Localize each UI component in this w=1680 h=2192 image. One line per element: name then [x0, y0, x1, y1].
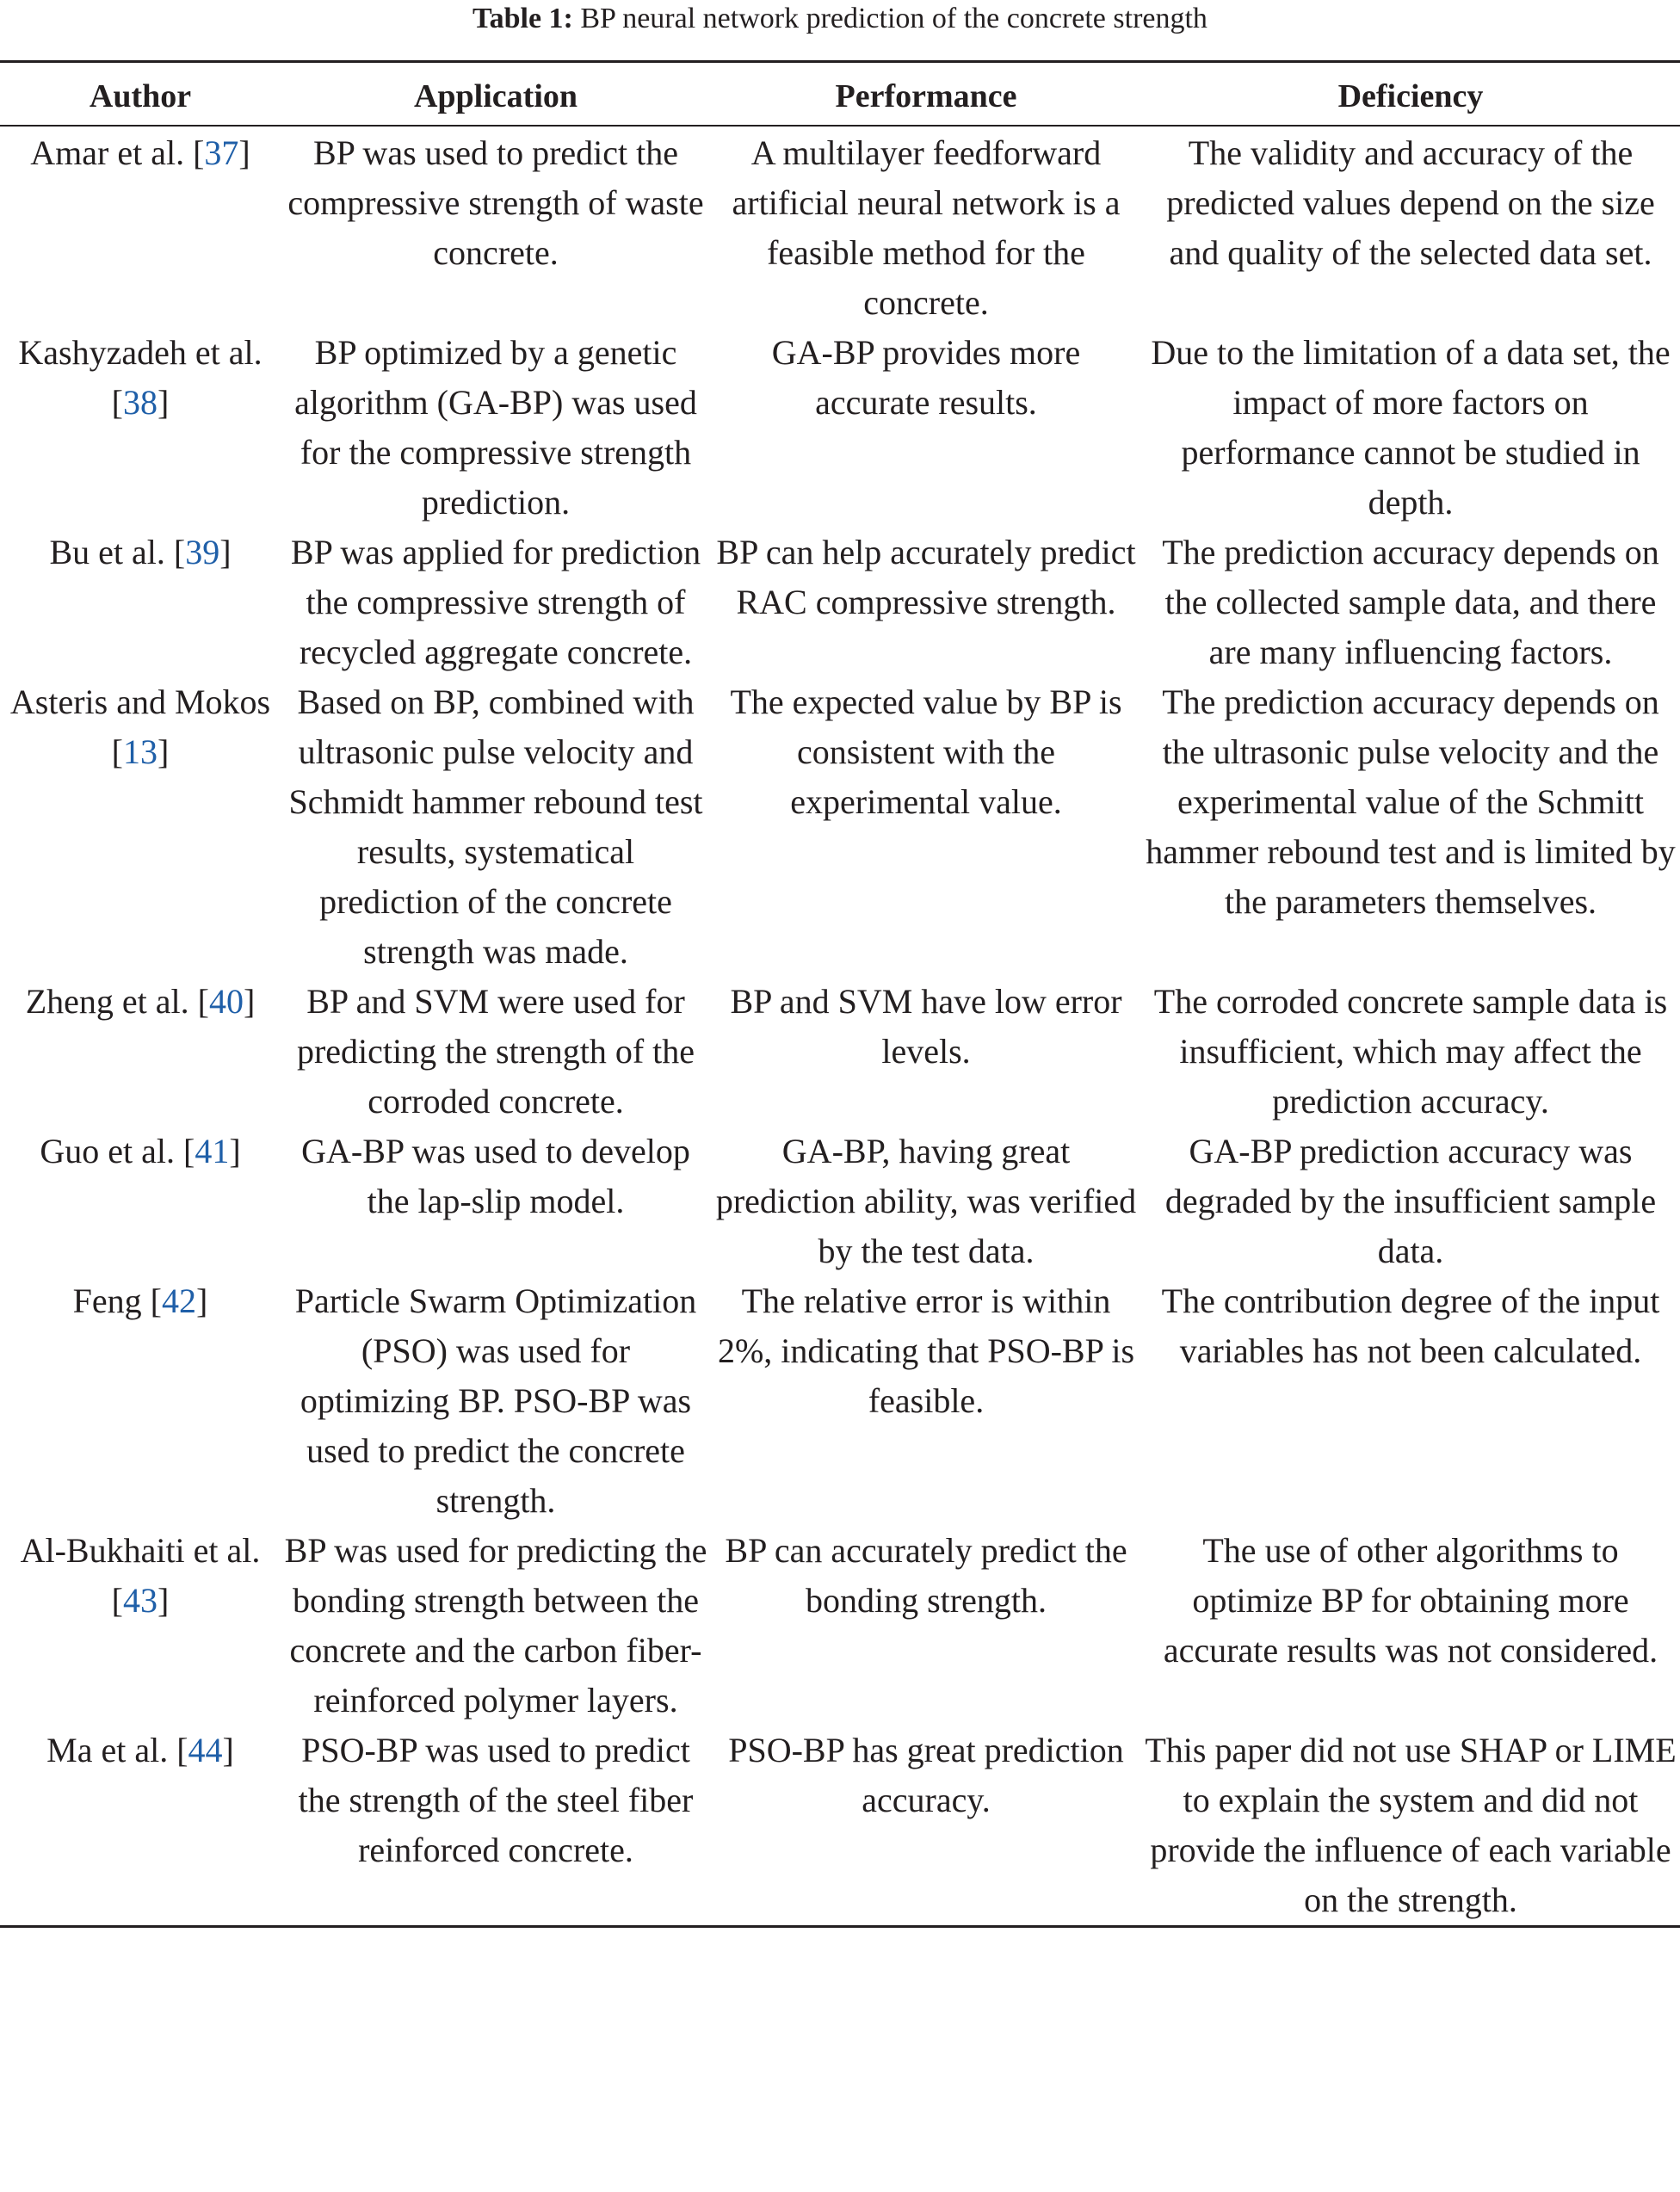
- header-row: [0, 63, 1680, 126]
- performance-cell: GA-BP provides more accurate results.: [771, 333, 1081, 422]
- table-row: [0, 1726, 1680, 1925]
- table-row: [0, 528, 1680, 677]
- table-row: [0, 1276, 1680, 1526]
- table-row: [0, 1526, 1680, 1726]
- deficiency-cell: The contribution degree of the input variables has not been calculated.: [1161, 1281, 1660, 1370]
- deficiency-cell: The prediction accuracy depends on the ultrasonic pulse velocity and the experimental value of the Schmitt hammer rebound test and is limited by the parameters themselves.: [1146, 682, 1676, 921]
- reference-link[interactable]: 42: [162, 1281, 196, 1320]
- deficiency-cell: GA-BP prediction accuracy was degraded by the insufficient sample data.: [1164, 1132, 1657, 1270]
- performance-cell: A multilayer feedforward artificial neural network is a feasible method for the concrete.: [732, 133, 1121, 322]
- caption-text: BP neural network prediction of the concrete strength: [572, 3, 1208, 34]
- reference-link[interactable]: 43: [123, 1581, 158, 1620]
- table-row: [0, 126, 1680, 328]
- author-cell: Guo et al. [41]: [40, 1132, 241, 1170]
- reference-link[interactable]: 41: [195, 1132, 230, 1170]
- reference-link[interactable]: 44: [188, 1731, 223, 1769]
- application-cell: PSO-BP was used to predict the strength of the steel fiber reinforced concrete.: [298, 1731, 694, 1869]
- application-cell: BP was applied for prediction the compressive strength of recycled aggregate concrete.: [290, 533, 701, 671]
- table-row: [0, 677, 1680, 977]
- reference-link[interactable]: 37: [204, 133, 239, 172]
- performance-cell: GA-BP, having great prediction ability, was verified by the test data.: [715, 1132, 1137, 1270]
- author-name: Kashyzadeh et al.: [18, 333, 262, 372]
- deficiency-cell: The corroded concrete sample data is insufficient, which may affect the prediction accuracy.: [1153, 982, 1668, 1121]
- author-name: Amar et al.: [30, 133, 185, 172]
- table-body: [0, 126, 1680, 1925]
- reference-link[interactable]: 40: [208, 982, 244, 1021]
- performance-cell: BP can accurately predict the bonding strength.: [725, 1531, 1127, 1620]
- application-cell: Based on BP, combined with ultrasonic pulse velocity and Schmidt hammer rebound test results, systematical prediction of the concrete strength was made.: [288, 682, 703, 971]
- header-application: Application: [281, 63, 711, 126]
- table-row: [0, 328, 1680, 528]
- application-cell: BP optimized by a genetic algorithm (GA-BP) was used for the compressive strength prediction.: [294, 333, 697, 522]
- author-cell: Amar et al. [37]: [30, 133, 250, 172]
- reference-link[interactable]: 13: [123, 732, 158, 771]
- performance-cell: PSO-BP has great prediction accuracy.: [728, 1731, 1124, 1819]
- author-name: Al-Bukhaiti et al.: [20, 1531, 261, 1570]
- author-cell: Feng [42]: [72, 1281, 208, 1320]
- performance-cell: The relative error is within 2%, indicating that PSO-BP is feasible.: [717, 1281, 1135, 1420]
- deficiency-cell: The validity and accuracy of the predicted values depend on the size and quality of the selected data set.: [1166, 133, 1655, 272]
- performance-cell: BP and SVM have low error levels.: [730, 982, 1122, 1071]
- table-row: [0, 977, 1680, 1127]
- application-cell: BP and SVM were used for predicting the strength of the corroded concrete.: [296, 982, 695, 1121]
- header-deficiency: Deficiency: [1141, 63, 1680, 126]
- author-cell: Asteris and Mokos [13]: [9, 682, 271, 771]
- application-cell: GA-BP was used to develop the lap-slip model.: [301, 1132, 690, 1220]
- author-cell: Bu et al. [39]: [49, 533, 232, 571]
- application-cell: Particle Swarm Optimization (PSO) was used for optimizing BP. PSO-BP was used to predict the concrete strength.: [294, 1281, 697, 1520]
- performance-cell: The expected value by BP is consistent with the experimental value.: [730, 682, 1122, 821]
- author-name: Guo et al.: [40, 1132, 175, 1170]
- performance-cell: BP can help accurately predict RAC compressive strength.: [716, 533, 1136, 621]
- author-name: Zheng et al.: [25, 982, 189, 1021]
- reference-link[interactable]: 38: [123, 383, 158, 422]
- reference-link[interactable]: 39: [185, 533, 220, 571]
- deficiency-cell: This paper did not use SHAP or LIME to explain the system and did not provide the influence of each variable on the strength.: [1145, 1731, 1677, 1919]
- application-cell: BP was used to predict the compressive strength of waste concrete.: [287, 133, 704, 272]
- author-name: Asteris and Mokos: [9, 682, 271, 721]
- author-cell: Kashyzadeh et al. [38]: [18, 333, 262, 422]
- header-performance: Performance: [711, 63, 1141, 126]
- application-cell: BP was used for predicting the bonding strength between the concrete and the carbon fiber-reinforced polymer layers.: [284, 1531, 707, 1720]
- table-row: [0, 1127, 1680, 1276]
- bp-prediction-table: [0, 63, 1680, 1925]
- author-name: Ma et al.: [46, 1731, 169, 1769]
- deficiency-cell: The prediction accuracy depends on the collected sample data, and there are many influencing factors.: [1162, 533, 1659, 671]
- author-name: Bu et al.: [49, 533, 165, 571]
- table-caption: [0, 0, 1680, 38]
- deficiency-cell: The use of other algorithms to optimize BP for obtaining more accurate results was not considered.: [1163, 1531, 1658, 1670]
- table-container: [0, 60, 1680, 1928]
- deficiency-cell: Due to the limitation of a data set, the impact of more factors on performance cannot be studied in depth.: [1151, 333, 1671, 522]
- author-cell: Al-Bukhaiti et al. [43]: [20, 1531, 261, 1620]
- author-name: Feng: [72, 1281, 142, 1320]
- author-cell: Ma et al. [44]: [46, 1731, 234, 1769]
- author-cell: Zheng et al. [40]: [25, 982, 256, 1021]
- caption-label: Table 1:: [472, 3, 573, 34]
- header-author: Author: [0, 63, 281, 126]
